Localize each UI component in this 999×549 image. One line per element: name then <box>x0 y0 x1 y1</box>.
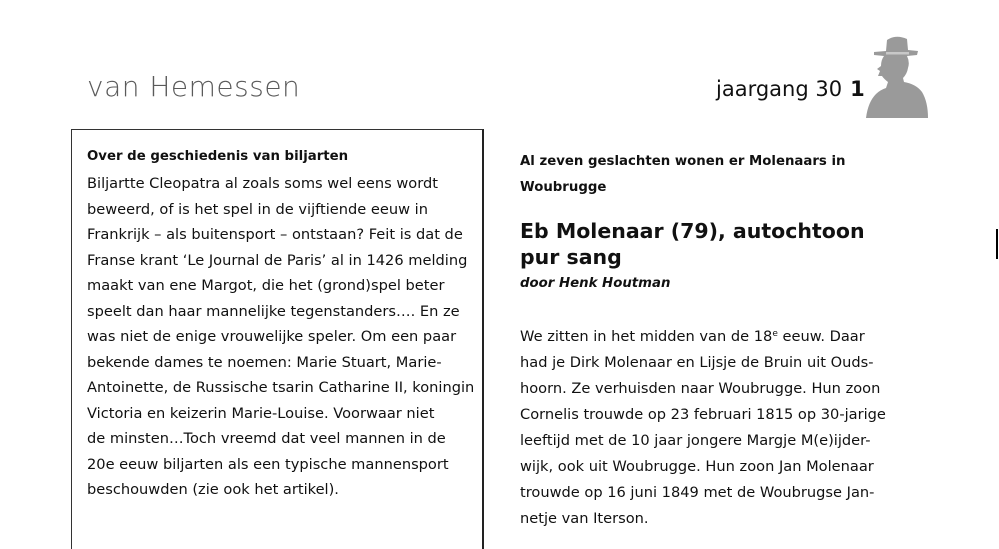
text-line: maakt van ene Margot, die het (grond)spel beter <box>87 277 445 294</box>
text-line: Frankrijk – als buitensport – ontstaan? Feit is dat de <box>87 226 463 243</box>
text-line: 20e eeuw biljarten als een typische mannensport <box>87 455 449 473</box>
issue-label: jaargang 30 <box>716 77 843 101</box>
text-line: netje van Iterson. <box>520 510 649 527</box>
sidebar-box-title: Over de geschiedenis van biljarten <box>87 149 349 164</box>
text-line: Cornelis trouwde op 23 februari 1815 op 30-jarige <box>520 406 886 423</box>
superscript: e <box>772 329 778 339</box>
kicker-line: Woubrugge <box>520 180 607 195</box>
text-line: Antoinette, de Russische tsarin Catharine II, koningin <box>87 379 475 396</box>
text-line: had je Dirk Molenaar en Lijsje de Bruin uit Ouds- <box>520 354 874 371</box>
text-line: Biljartte Cleopatra al zoals soms wel eens wordt <box>87 175 438 192</box>
article-headline <box>520 218 865 270</box>
text-line: de minsten…Toch vreemd dat veel mannen in de <box>87 430 446 447</box>
text-segment: eeuw. Daar <box>777 328 865 345</box>
kicker-line: Al zeven geslachten wonen er Molenaars in <box>520 154 846 169</box>
text-cursor <box>996 229 998 259</box>
text-line: beweerd, of is het spel in de vijftiende eeuw in <box>87 200 428 218</box>
text-line: speelt dan haar mannelijke tegenstanders…. En ze <box>87 302 460 320</box>
text-line: bekende dames te noemen: Marie Stuart, Marie- <box>87 353 442 371</box>
article-kicker <box>520 149 846 201</box>
text-line: Victoria en keizerin Marie-Louise. Voorwaar niet <box>87 404 435 422</box>
man-with-hat-silhouette-icon <box>860 32 932 118</box>
issue-indicator <box>716 77 865 101</box>
text-line: leeftijd met de 10 jaar jongere Margje M(e)ijder- <box>520 432 871 449</box>
sidebar-box-body <box>87 171 477 503</box>
text-line: Franse krant ‘Le Journal de Paris’ al in 1426 melding <box>87 251 468 269</box>
text-line: beschouwden (zie ook het artikel). <box>87 481 339 498</box>
text-segment: We zitten in het midden van de 18 <box>520 328 773 345</box>
text-line: trouwde op 16 juni 1849 met de Woubrugse Jan- <box>520 484 875 501</box>
text-line: was niet de enige vrouwelijke speler. Om een paar <box>87 328 457 345</box>
headline-line: Eb Molenaar (79), autochtoon <box>520 219 865 243</box>
article-byline: door Henk Houtman <box>520 276 671 291</box>
article-body <box>520 324 900 532</box>
publication-name: van Hemessen <box>87 70 301 103</box>
text-line <box>520 324 900 350</box>
text-line: hoorn. Ze verhuisden naar Woubrugge. Hun zoon <box>520 380 881 397</box>
text-line: wijk, ook uit Woubrugge. Hun zoon Jan Molenaar <box>520 458 874 475</box>
headline-line: pur sang <box>520 245 622 269</box>
issue-number: 1 <box>850 77 865 101</box>
